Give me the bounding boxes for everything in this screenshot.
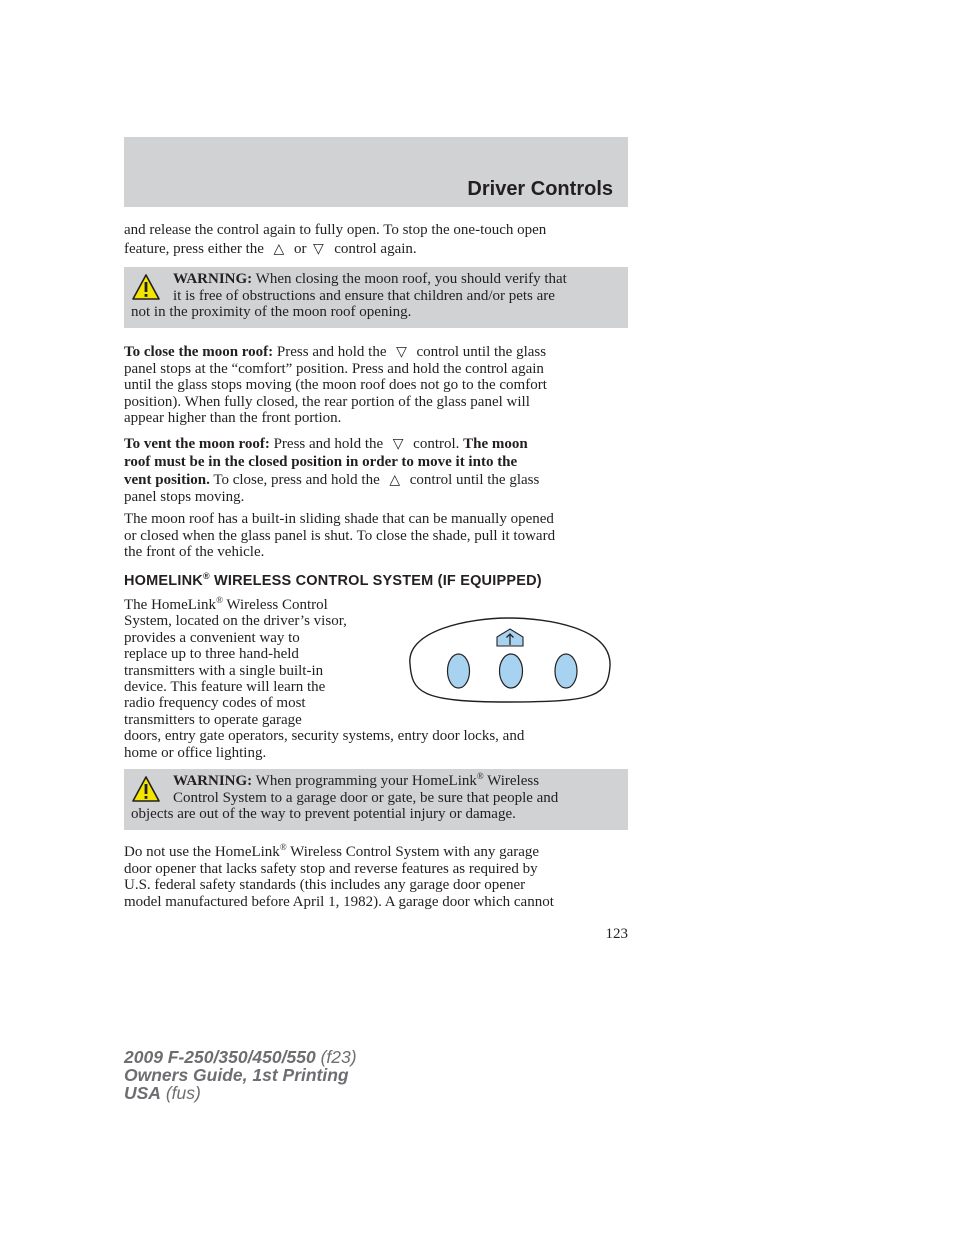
- warning2-line-2: Control System to a garage door or gate, be sure that people and: [173, 789, 559, 806]
- warning-label: WARNING:: [173, 773, 253, 789]
- warning-text-line-3: not in the proximity of the moon roof opening.: [131, 304, 412, 320]
- close-text-b: control until the glass: [416, 344, 547, 360]
- down-arrow-icon: ▽: [392, 436, 404, 452]
- vent-text-b: control.: [413, 436, 460, 452]
- homelink-line-6: device. This feature will learn the: [124, 679, 326, 696]
- homelink-line-2: System, located on the driver’s visor,: [124, 613, 347, 630]
- close-line-4: position). When fully closed, the rear portion of the glass panel will: [124, 393, 530, 410]
- homelink-line-5: transmitters with a single built-in: [124, 662, 324, 679]
- homelink-line-10: home or office lighting.: [124, 744, 267, 761]
- shade-line-1: The moon roof has a built-in sliding shade that can be manually opened: [124, 511, 554, 527]
- down-arrow-icon: ▽: [396, 344, 407, 360]
- close-text: Press and hold the: [276, 344, 387, 360]
- final-line-1b: Wireless Control System with any garage: [286, 844, 540, 860]
- vent-text-c: To close, press and hold the: [213, 472, 380, 488]
- vent-bold-1: The moon: [463, 436, 528, 452]
- shade-line-3: the front of the vehicle.: [124, 544, 265, 560]
- vent-line-4: panel stops moving.: [124, 489, 245, 505]
- intro-line-1: and release the control again to fully open. To stop the one-touch open: [124, 222, 547, 238]
- intro-text-end: control again.: [334, 240, 417, 257]
- footer-code: (f23): [315, 1047, 357, 1067]
- warning2-line-1b: Wireless: [483, 773, 540, 789]
- vent-bold-3: vent position.: [124, 472, 210, 488]
- final-line-4: model manufactured before April 1, 1982). A garage door which cannot: [124, 893, 554, 910]
- homelink-line-7: radio frequency codes of most: [124, 695, 306, 712]
- homelink-line-3: provides a convenient way to: [124, 629, 300, 646]
- vent-moon-roof-paragraph: [124, 435, 628, 506]
- vent-text-d: control until the glass: [409, 472, 540, 488]
- up-arrow-icon: △: [273, 240, 285, 257]
- warning2-line-3: objects are out of the way to prevent potential injury or damage.: [131, 806, 516, 822]
- section-header-band: [124, 137, 628, 207]
- close-line-2: panel stops at the “comfort” position. Press and hold the control again: [124, 360, 544, 377]
- homelink-line-4: replace up to three hand-held: [124, 646, 299, 663]
- homelink-line-8: transmitters to operate garage: [124, 711, 302, 728]
- warning-text-line-2: it is free of obstructions and ensure that children and/or pets are: [173, 287, 555, 304]
- shade-paragraph: [124, 511, 628, 561]
- down-arrow-icon: ▽: [313, 240, 324, 257]
- homelink-button-1: [448, 654, 470, 688]
- registered-mark: ®: [279, 842, 287, 852]
- intro-paragraph: [124, 222, 628, 257]
- heading-homelink: HOMELINK: [124, 573, 203, 589]
- homelink-button-3: [555, 654, 577, 688]
- final-line-1a: Do not use the HomeLink: [124, 844, 280, 860]
- homelink-button-2: [500, 654, 523, 688]
- page-number: 123: [605, 926, 628, 942]
- warning-triangle-icon: [131, 273, 161, 301]
- warning2-line-1a: When programming your HomeLink: [255, 773, 477, 789]
- homelink-line-1a: The HomeLink: [124, 597, 217, 613]
- intro-text: feature, press either the: [124, 240, 264, 257]
- page-title: Driver Controls: [467, 178, 613, 200]
- homelink-line-9: doors, entry gate operators, security systems, entry door locks, and: [124, 728, 525, 745]
- registered-mark: ®: [216, 595, 223, 605]
- footer-market-code: (fus): [160, 1083, 201, 1103]
- footer-guide: Owners Guide, 1st Printing: [124, 1065, 349, 1085]
- garage-opener-paragraph: [124, 844, 628, 910]
- vent-bold-2: roof must be in the closed position in order to move it into the: [124, 454, 518, 470]
- warning-label: WARNING:: [173, 271, 253, 287]
- close-line-5: appear higher than the front portion.: [124, 410, 342, 426]
- intro-or: or: [293, 240, 307, 257]
- shade-line-2: or closed when the glass panel is shut. To close the shade, pull it toward: [124, 527, 556, 544]
- warning-box-moon-roof: [124, 267, 628, 328]
- document-footer: [124, 1048, 357, 1102]
- vent-text: Press and hold the: [273, 436, 384, 452]
- homelink-section-heading: [124, 573, 542, 589]
- homelink-line-1b: Wireless Control: [222, 597, 328, 613]
- final-line-3: U.S. federal safety standards (this includes any garage door opener: [124, 877, 526, 893]
- homelink-visor-illustration: [400, 612, 616, 708]
- close-label: To close the moon roof:: [124, 344, 274, 360]
- footer-model: 2009 F-250/350/450/550: [124, 1047, 316, 1067]
- heading-rest: WIRELESS CONTROL SYSTEM (IF EQUIPPED): [209, 573, 542, 589]
- vent-label: To vent the moon roof:: [124, 436, 270, 452]
- registered-mark: ®: [202, 571, 210, 582]
- footer-market: USA: [124, 1083, 161, 1103]
- close-moon-roof-paragraph: [124, 344, 628, 427]
- up-arrow-icon: △: [389, 472, 401, 488]
- warning-box-homelink: [124, 769, 628, 830]
- close-line-3: until the glass stops moving (the moon roof does not go to the comfort: [124, 377, 547, 393]
- warning-text-line-1: When closing the moon roof, you should verify that: [255, 271, 567, 287]
- registered-mark: ®: [476, 771, 484, 781]
- final-line-2: door opener that lacks safety stop and reverse features as required by: [124, 860, 538, 877]
- warning-triangle-icon: [131, 775, 161, 803]
